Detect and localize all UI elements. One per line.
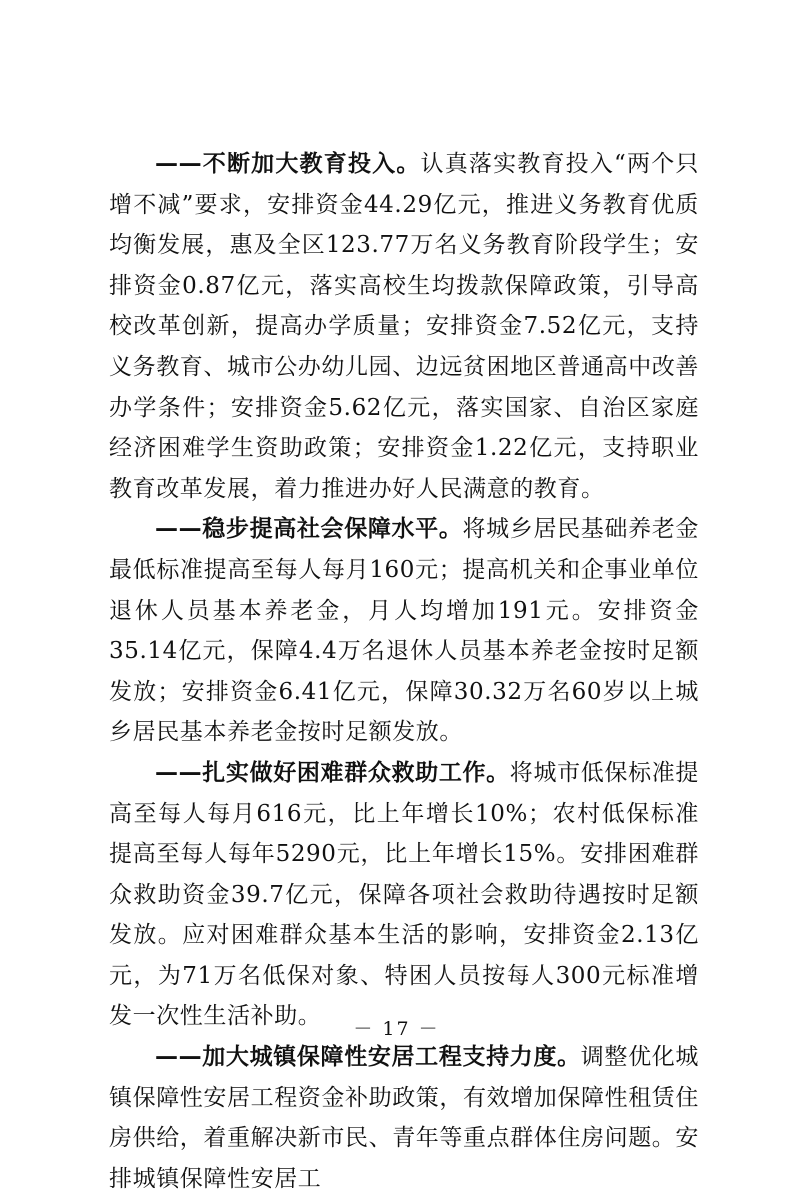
paragraph-text: 认真落实教育投入“两个只增不减”要求，安排资金44.29亿元，推进义务教育优质均衡发展，惠及全区123.77万名义务教育阶段学生；安排资金0.87亿元，落实高校生均拨款保障政策，引导高校改革创新，提高办学质量；安排资金7.52亿元，支持义务教育、城市公办幼儿园、边远贫困地区普通高中改善办学条件；安排资金5.62亿元，落实国家、自治区家庭经济困难学生资助政策；安排资金1.22亿元，支持职业教育改革发展，着力推进办好人民满意的教育。 <box>109 151 699 502</box>
paragraph-heading: ——稳步提高社会保障水平。 <box>155 516 463 543</box>
page-number: － 17 － <box>353 1018 440 1040</box>
paragraph-education <box>109 144 699 509</box>
paragraph-relief <box>109 753 699 1037</box>
paragraph-heading: ——不断加大教育投入。 <box>155 151 421 177</box>
paragraph-heading: ——加大城镇保障性安居工程支持力度。 <box>155 1044 581 1071</box>
paragraph-text: 将城市低保标准提高至每人每月616元，比上年增长10%；农村低保标准提高至每人每年5290元，比上年增长15%。安排困难群众救助资金39.7亿元，保障各项社会救助待遇按时足额发放。应对困难群众基本生活的影响，安排资金2.13亿元，为71万名低保对象、特困人员按每人300元标准增发一次性生活补助。 <box>109 759 699 1030</box>
paragraph-heading: ——扎实做好困难群众救助工作。 <box>155 759 510 786</box>
paragraph-text: 调整优化城镇保障性安居工程资金补助政策，有效增加保障性租赁住房供给，着重解决新市民、青年等重点群体住房问题。安排城镇保障性安居工 <box>109 1044 699 1192</box>
paragraph-housing <box>109 1037 699 1199</box>
paragraph-social-security <box>109 509 699 753</box>
paragraph-text: 将城乡居民基础养老金最低标准提高至每人每月160元；提高机关和企事业单位退休人员基本养老金，月人均增加191元。安排资金35.14亿元，保障4.4万名退休人员基本养老金按时足额发放；安排资金6.41亿元，保障30.32万名60岁以上城乡居民基本养老金按时足额发放。 <box>109 516 699 746</box>
